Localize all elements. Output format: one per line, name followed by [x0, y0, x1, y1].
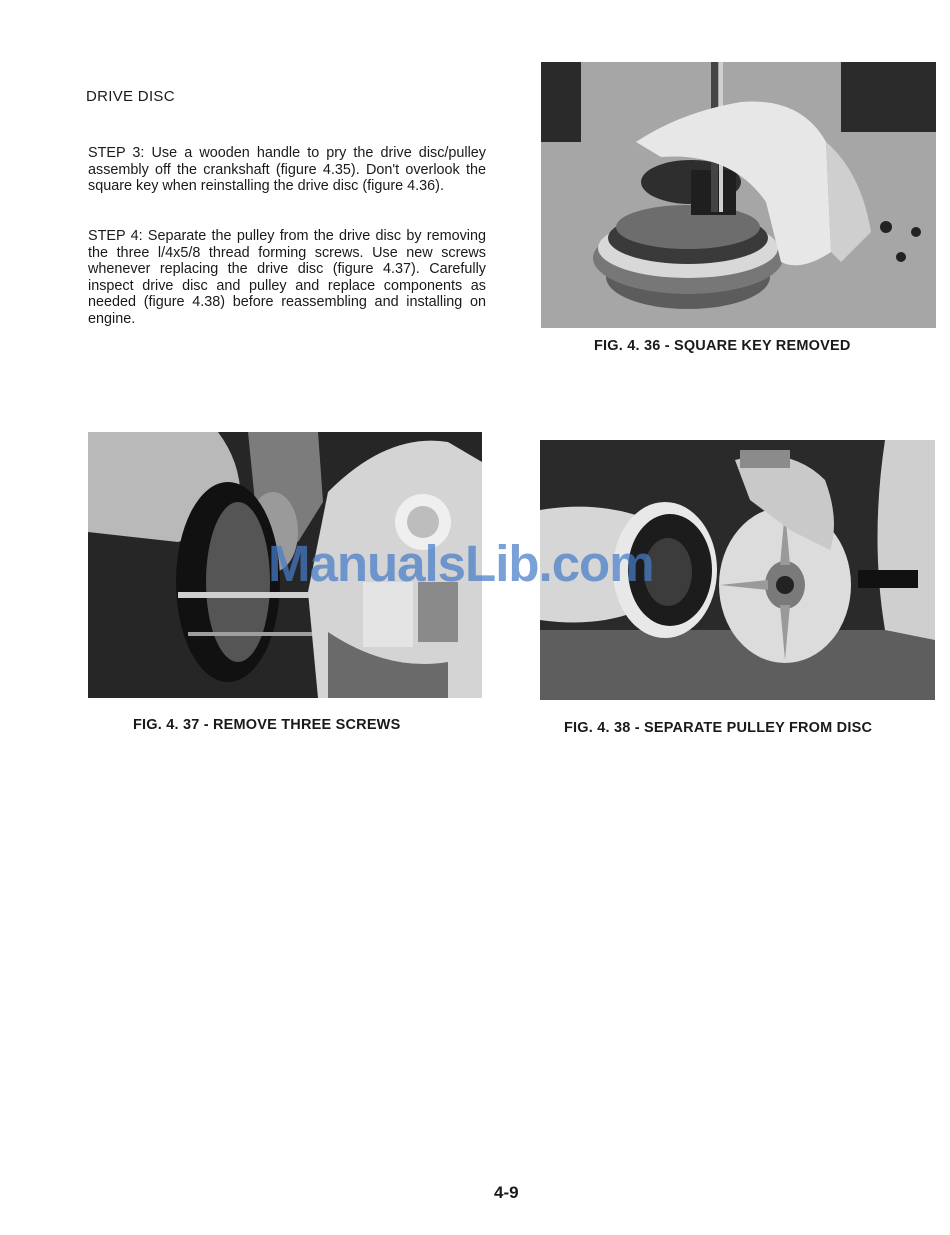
figure-4-37-caption: FIG. 4. 37 - REMOVE THREE SCREWS [133, 717, 401, 733]
page-number: 4-9 [494, 1183, 519, 1202]
step-3-paragraph: STEP 3: Use a wooden handle to pry the drive disc/pulley assembly off the crankshaft (figure 4.35). Don't overlook the square key when reinstalling the drive disc (figure 4.36). [88, 145, 486, 194]
figure-4-38-caption: FIG. 4. 38 - SEPARATE PULLEY FROM DISC [564, 720, 873, 736]
manualslib-watermark: ManualsLib.com [268, 535, 654, 592]
section-heading: DRIVE DISC [86, 88, 175, 105]
figure-4-36-photo [541, 62, 936, 328]
figure-4-36-caption: FIG. 4. 36 - SQUARE KEY REMOVED [594, 338, 851, 354]
step-4-paragraph: STEP 4: Separate the pulley from the drive disc by removing the three l/4x5/8 thread forming screws. Use new screws whenever replacing the drive disc (figure 4.37). Carefully inspect drive disc and pulley and replace components as needed (figure 4.38) before reassembling and installing on engine. [88, 228, 486, 327]
